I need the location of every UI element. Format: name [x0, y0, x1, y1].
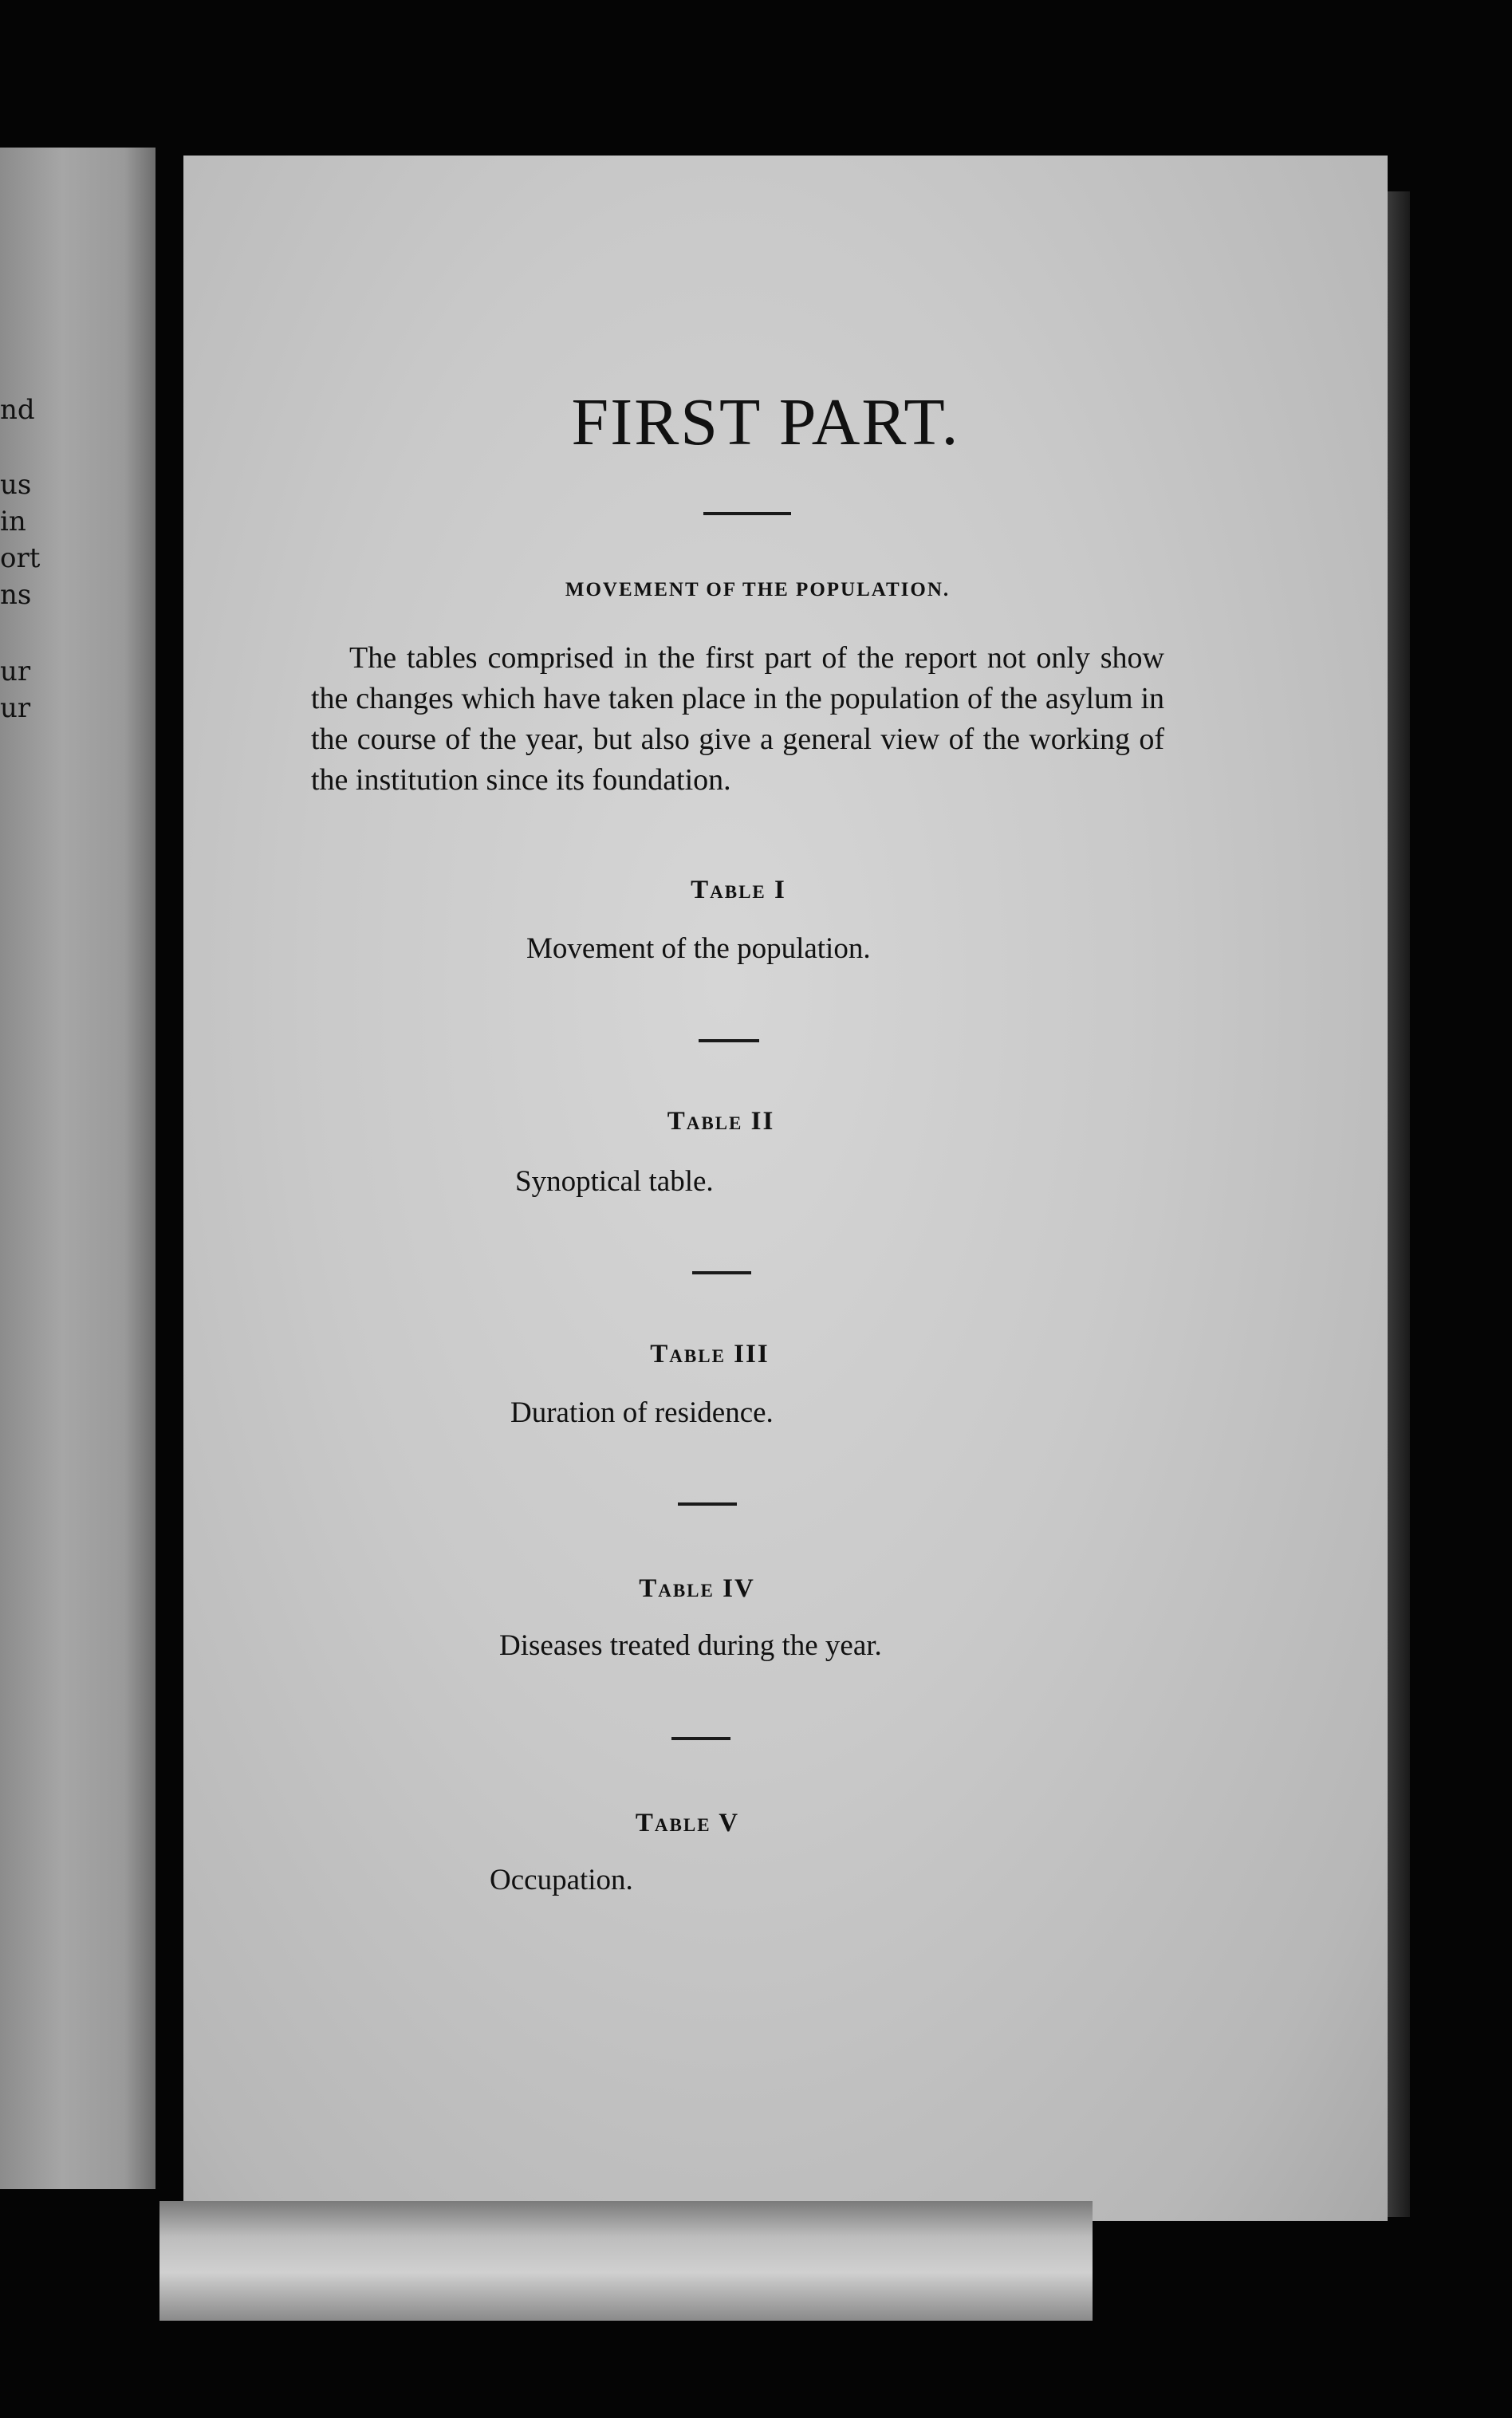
table-heading: Table III [650, 1340, 770, 1368]
table-heading: Table V [635, 1809, 740, 1837]
left-facing-page [0, 148, 156, 2189]
table-heading: Table I [691, 876, 786, 904]
left-page-fragment: ur [0, 692, 31, 724]
section-rule [692, 1271, 751, 1274]
page-edge [1388, 191, 1410, 2217]
right-page [183, 156, 1388, 2221]
table-heading: Table II [667, 1107, 775, 1136]
left-page-fragment: ort [0, 542, 41, 574]
left-page-fragment: ns [0, 579, 32, 611]
table-caption: Occupation. [490, 1864, 633, 1896]
table-caption: Synoptical table. [515, 1165, 714, 1198]
intro-paragraph: The tables comprised in the first part of the report not only show the changes which have taken place in the population of the asylum in the course of the year, but also give a general view of the working of the institution since its foundation. [311, 641, 1164, 797]
page-title: FIRST PART. [571, 385, 960, 459]
table-caption: Diseases treated during the year. [499, 1629, 882, 1662]
section-rule [699, 1039, 759, 1042]
left-page-fragment: in [0, 506, 26, 538]
left-page-fragment: us [0, 469, 32, 501]
section-rule [671, 1737, 730, 1740]
section-rule [678, 1502, 737, 1506]
left-page-fragment: ur [0, 656, 31, 687]
table-heading: Table IV [639, 1574, 755, 1603]
title-rule [703, 512, 791, 515]
section-subtitle: MOVEMENT OF THE POPULATION. [565, 579, 951, 601]
left-page-fragment: nd [0, 394, 35, 426]
table-caption: Duration of residence. [510, 1396, 774, 1429]
table-caption: Movement of the population. [526, 932, 871, 965]
bottom-strip [159, 2201, 1093, 2321]
